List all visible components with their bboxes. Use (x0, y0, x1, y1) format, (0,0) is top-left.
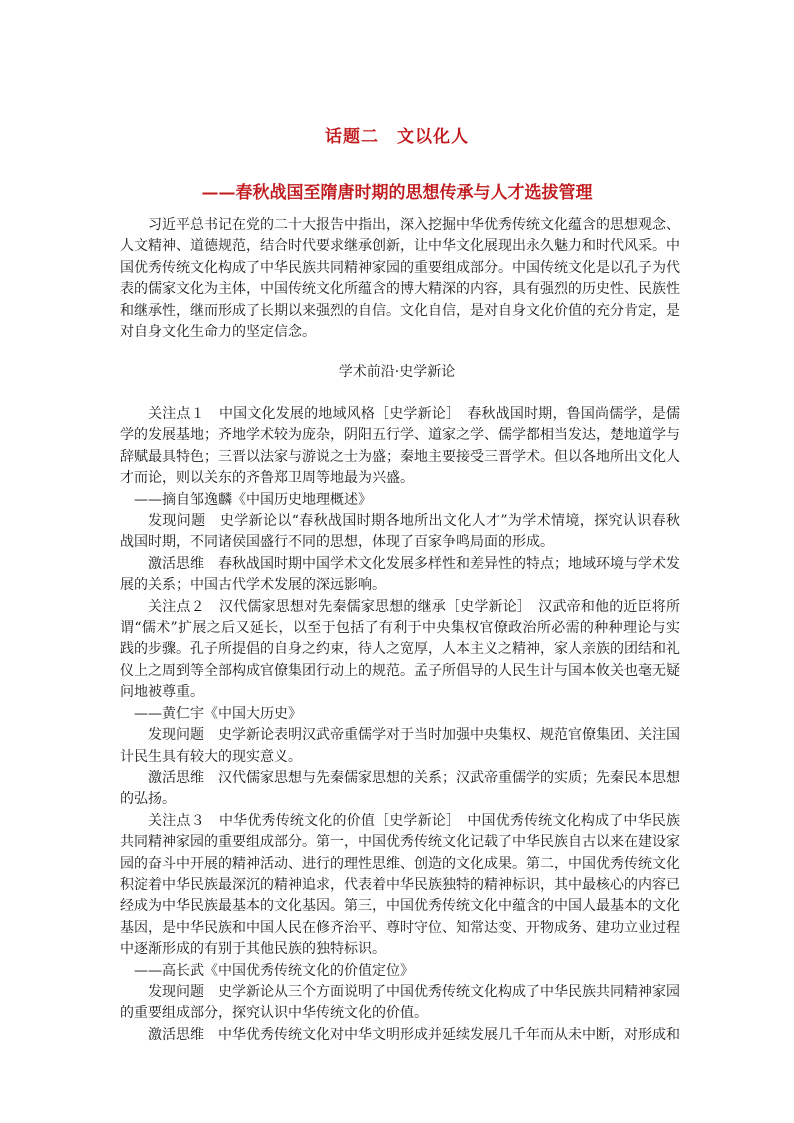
page-title: 话题二 文以化人 (325, 127, 469, 147)
main-content (120, 404, 680, 1046)
intro-paragraph: 习近平总书记在党的二十大报告中指出，深入挖掘中华优秀传统文化蕴含的思想观念、人文精神、道德规范，结合时代要求继承创新，让中华文化展现出永久魅力和时代风采。中国优秀传统文化构成了中华民族共同精神家园的重要组成部分。中国传统文化是以孔子为代表的儒家文化为主体，中国传统文化所蕴含的博大精深的内容，具有强烈的历史性、民族性和继承性，继而形成了长期以来强烈的自信。文化自信，是对自身文化价值的充分肯定，是对自身文化生命力的坚定信念。 (120, 217, 680, 341)
body-paragraph: 发现问题 史学新论从三个方面说明了中国优秀传统文化构成了中华民族共同精神家园的重要组成部分，探究认识中华传统文化的价值。 (120, 983, 680, 1022)
body-paragraph: 激活思维 汉代儒家思想与先秦儒家思想的关系；汉武帝重儒学的实质；先秦民本思想的弘扬。 (120, 769, 680, 808)
page-subtitle: ——春秋战国至隋唐时期的思想传承与人才选拔管理 (201, 183, 593, 203)
body-paragraph: 关注点１ 中国文化发展的地域风格［史学新论］ 春秋战国时期，鲁国尚儒学，是儒学的发展基地；齐地学术较为庞杂，阴阳五行学、道家之学、儒学都相当发达，楚地道学与辞赋最具特色；三晋以法家与游说之士为盛；秦地主要接受三晋学术。但以各地所出文化人才而论，则以关东的齐鲁郑卫周等地最为兴盛。 (120, 406, 680, 487)
source-citation: ——摘自邹逸麟《中国历史地理概述》 (134, 491, 372, 508)
body-paragraph: 关注点３ 中华优秀传统文化的价值［史学新论］ 中国优秀传统文化构成了中华民族共同精神家园的重要组成部分。第一，中国优秀传统文化记载了中华民族自古以来在建设家园的奋斗中开展的精神活动、进行的理性思维、创造的文化成果。第二，中国优秀传统文化积淀着中华民族最深沉的精神追求，代表着中华民族独特的精神标识，其中最核心的内容已经成为中华民族最基本的文化基因。第三，中国优秀传统文化中蕴含的中国人最基本的文化基因，是中华民族和中国人民在修齐治平、尊时守位、知常达变、开物成务、建功立业过程中逐渐形成的有别于其他民族的独特标识。 (120, 812, 680, 958)
body-paragraph: 发现问题 史学新论以“春秋战国时期各地所出文化人才”为学术情境，探究认识春秋战国时期，不同诸侯国盛行不同的思想，体现了百家争鸣局面的形成。 (120, 513, 680, 551)
source-citation: ——黄仁宇《中国大历史》 (134, 705, 302, 722)
body-paragraph: 发现问题 史学新论表明汉武帝重儒学对于当时加强中央集权、规范官僚集团、关注国计民生具有较大的现实意义。 (120, 727, 680, 765)
section-heading: 学术前沿·史学新论 (338, 364, 456, 380)
body-paragraph: 关注点２ 汉代儒家思想对先秦儒家思想的继承［史学新论］ 汉武帝和他的近臣将所谓“儒术”扩展之后又延长，以至于包括了有利于中央集权官僚政治所必需的种种理论与实践的步骤。孔子所提倡的自身之约束，待人之宽厚，人本主义之精神，家人亲族的团结和礼仪上之周到等全部构成官僚集团行动上的规范。孟子所倡导的人民生计与国本攸关也毫无疑问地被尊重。 (120, 598, 680, 701)
intro-section (120, 215, 680, 343)
body-paragraph: 激活思维 春秋战国时期中国学术文化发展多样性和差异性的特点；地域环境与学术发展的关系；中国古代学术发展的深远影响。 (120, 555, 680, 594)
body-paragraph: 激活思维 中华优秀传统文化对中华文明形成并延续发展几千年而从未中断，对形成和 (148, 1026, 680, 1043)
source-citation: ——高长武《中国优秀传统文化的价值定位》 (134, 962, 414, 979)
